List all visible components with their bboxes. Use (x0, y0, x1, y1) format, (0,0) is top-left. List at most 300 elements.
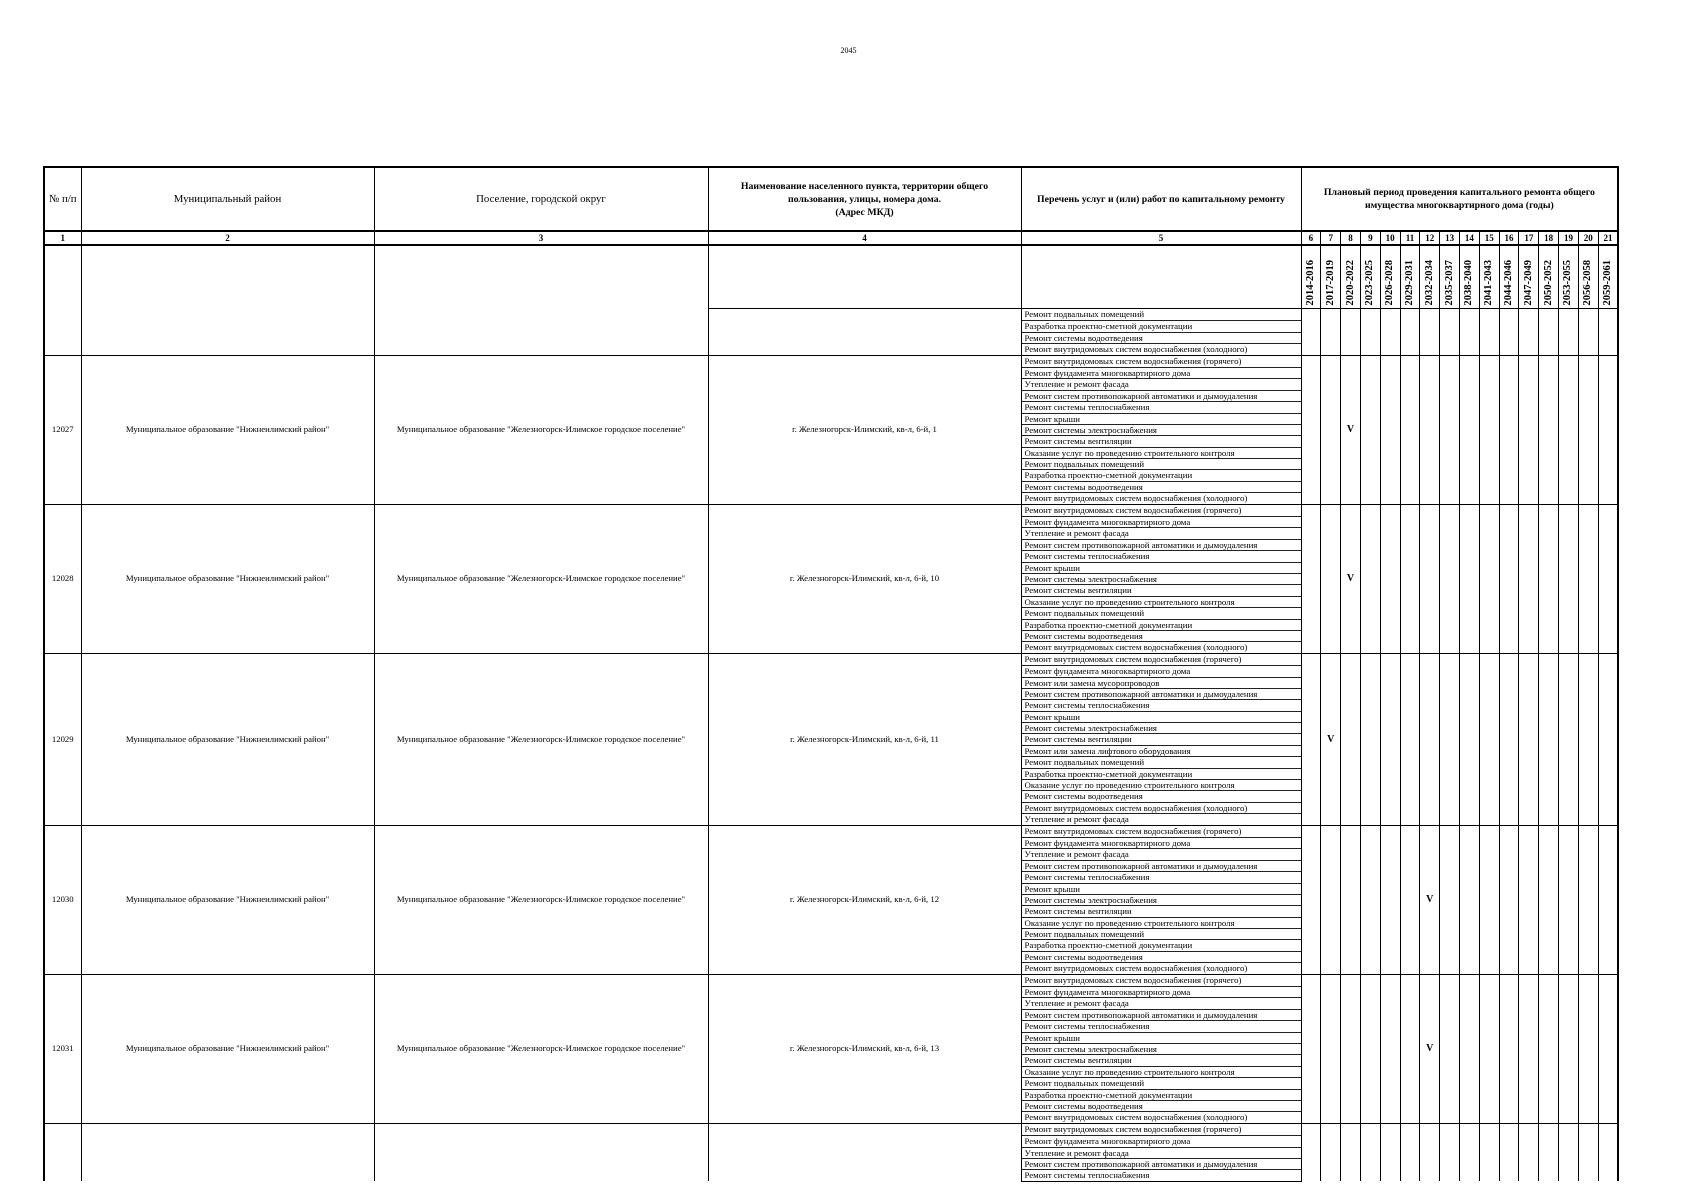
planned-period-mark: V (1420, 825, 1440, 974)
planned-period-cell (1519, 504, 1539, 653)
planned-period-cell (1360, 1123, 1380, 1181)
planned-period-cell (1479, 355, 1499, 504)
header-planned-period-line: Плановый период проведения капитального ремонта общего (1323, 187, 1595, 198)
period-label: 2035-2037 (1443, 259, 1455, 305)
column-number-cell: 5 (1021, 231, 1301, 245)
planned-period-cell (1479, 309, 1499, 356)
table-body (44, 167, 1618, 1181)
planned-period-cell (1479, 653, 1499, 825)
header-row-number: № п/п (44, 167, 81, 231)
record-services-cell (1021, 974, 1301, 1123)
service-item: Ремонт подвальных помещений (1022, 756, 1301, 767)
record-municipal-district: Муниципальное образование "Нижнеилимский район" (81, 355, 374, 504)
service-item: Ремонт системы водоотведения (1022, 332, 1301, 343)
column-number-cell: 7 (1321, 231, 1341, 245)
service-item: Ремонт системы теплоснабжения (1022, 401, 1301, 412)
service-item: Ремонт фундамента многоквартирного дома (1022, 516, 1301, 527)
mkd-record-row (44, 355, 1618, 504)
planned-period-cell (1400, 1123, 1420, 1181)
service-item: Ремонт крыши (1022, 413, 1301, 424)
planned-period-cell (1380, 825, 1400, 974)
planned-period-cell (1341, 653, 1361, 825)
column-number-cell: 19 (1559, 231, 1579, 245)
period-label: 2050-2052 (1542, 259, 1554, 305)
period-header-cell (1499, 245, 1519, 309)
service-item: Ремонт внутридомовых систем водоснабжения (холодного) (1022, 802, 1301, 813)
planned-period-cell (1460, 1123, 1480, 1181)
service-item: Разработка проектно-сметной документации (1022, 320, 1301, 331)
column-number-cell: 8 (1341, 231, 1361, 245)
planned-period-cell (1301, 653, 1321, 825)
planned-period-cell (1519, 1123, 1539, 1181)
planned-period-cell (1440, 1123, 1460, 1181)
planned-period-cell (1559, 309, 1579, 356)
capital-repair-schedule-sheet (43, 166, 1619, 1182)
planned-period-cell (1519, 974, 1539, 1123)
period-label: 2023-2025 (1364, 259, 1376, 305)
planned-period-mark: V (1420, 974, 1440, 1123)
planned-period-cell (1499, 974, 1519, 1123)
service-item: Ремонт подвальных помещений (1022, 458, 1301, 469)
record-settlement: Муниципальное образование "Железногорск-Илимское городское поселение" (374, 653, 708, 825)
planned-period-cell (1499, 355, 1519, 504)
planned-period-cell (1420, 653, 1440, 825)
period-label: 2059-2061 (1601, 259, 1613, 305)
planned-period-cell (1479, 974, 1499, 1123)
continuation-address-cell (708, 309, 1021, 356)
service-item: Ремонт или замена лифтового оборудования (1022, 745, 1301, 756)
column-number-cell: 16 (1499, 231, 1519, 245)
planned-period-cell (1440, 825, 1460, 974)
continuation-district-cell (81, 245, 374, 355)
service-item: Разработка проектно-сметной документации (1022, 1089, 1301, 1100)
column-number-cell: 10 (1380, 231, 1400, 245)
planned-period-cell (1598, 974, 1618, 1123)
service-item: Ремонт внутридомовых систем водоснабжения (холодного) (1022, 962, 1301, 973)
planned-period-cell (1598, 309, 1618, 356)
column-number-cell: 15 (1479, 231, 1499, 245)
service-item: Утепление и ремонт фасада (1022, 997, 1301, 1008)
column-number-cell: 9 (1360, 231, 1380, 245)
planned-period-cell (1380, 355, 1400, 504)
planned-period-cell (1321, 1123, 1341, 1181)
planned-period-cell (1519, 825, 1539, 974)
planned-period-cell (1539, 355, 1559, 504)
service-item: Ремонт системы вентиляции (1022, 733, 1301, 744)
record-address: г. Железногорск-Илимский, кв-л, 6-й, 11 (708, 653, 1021, 825)
planned-period-cell (1598, 504, 1618, 653)
planned-period-cell (1519, 355, 1539, 504)
next-page-record-services-cell (1021, 1123, 1301, 1181)
period-header-cell (1598, 245, 1618, 309)
planned-period-cell (1460, 355, 1480, 504)
record-settlement: Муниципальное образование "Железногорск-Илимское городское поселение" (374, 974, 708, 1123)
service-item: Ремонт системы водоотведения (1022, 951, 1301, 962)
planned-period-cell (1578, 653, 1598, 825)
period-header-row (44, 245, 1618, 309)
page-number: 2045 (840, 46, 857, 55)
planned-period-cell (1360, 825, 1380, 974)
column-number-cell: 4 (708, 231, 1021, 245)
next-page-record-settlement-cell (374, 1123, 708, 1181)
planned-period-cell (1578, 825, 1598, 974)
service-item: Ремонт системы вентиляции (1022, 905, 1301, 916)
period-header-services-blank (1021, 245, 1301, 309)
service-item: Утепление и ремонт фасада (1022, 1147, 1301, 1158)
period-header-cell (1440, 245, 1460, 309)
service-item: Ремонт фундамента многоквартирного дома (1022, 1135, 1301, 1146)
period-header-address-blank (708, 245, 1021, 309)
column-number-cell: 6 (1301, 231, 1321, 245)
period-label: 2017-2019 (1324, 259, 1336, 305)
period-label: 2056-2058 (1582, 259, 1594, 305)
planned-period-cell (1380, 653, 1400, 825)
service-item: Ремонт систем противопожарной автоматики и дымоудаления (1022, 390, 1301, 401)
record-services-cell (1021, 355, 1301, 504)
header-address-line: Наименование населенного пункта, территории общего (740, 180, 989, 192)
planned-period-cell (1479, 504, 1499, 653)
record-municipal-district: Муниципальное образование "Нижнеилимский район" (81, 504, 374, 653)
planned-period-cell (1440, 309, 1460, 356)
header-planned-period-line: имущества многоквартирного дома (годы) (1364, 200, 1554, 211)
service-item: Ремонт подвальных помещений (1022, 607, 1301, 618)
capital-repair-schedule-table (43, 166, 1619, 1182)
planned-period-cell (1400, 504, 1420, 653)
column-number-cell: 14 (1460, 231, 1480, 245)
planned-period-cell (1321, 309, 1341, 356)
planned-period-cell (1598, 355, 1618, 504)
service-item: Ремонт крыши (1022, 562, 1301, 573)
service-item: Ремонт внутридомовых систем водоснабжения (горячего) (1024, 504, 1242, 515)
record-number: 12029 (44, 653, 81, 825)
service-item: Ремонт систем противопожарной автоматики и дымоудаления (1022, 688, 1301, 699)
planned-period-cell (1460, 504, 1480, 653)
service-item: Ремонт системы вентиляции (1022, 1054, 1301, 1065)
record-number: 12031 (44, 974, 81, 1123)
service-item: Ремонт крыши (1022, 883, 1301, 894)
service-item: Ремонт системы теплоснабжения (1022, 1169, 1301, 1180)
planned-period-cell (1460, 974, 1480, 1123)
period-header-cell (1420, 245, 1440, 309)
service-item: Ремонт системы водоотведения (1022, 481, 1301, 492)
record-services-cell (1021, 825, 1301, 974)
period-header-cell (1539, 245, 1559, 309)
service-item: Разработка проектно-сметной документации (1022, 469, 1301, 480)
planned-period-cell (1301, 825, 1321, 974)
record-settlement: Муниципальное образование "Железногорск-Илимское городское поселение" (374, 825, 708, 974)
period-header-cell (1460, 245, 1480, 309)
mkd-record-row (44, 504, 1618, 653)
service-item: Ремонт системы теплоснабжения (1022, 871, 1301, 882)
service-item: Ремонт системы вентиляции (1022, 584, 1301, 595)
service-item: Утепление и ремонт фасада (1022, 527, 1301, 538)
planned-period-cell (1559, 825, 1579, 974)
planned-period-cell (1460, 825, 1480, 974)
record-address: г. Железногорск-Илимский, кв-л, 6-й, 1 (708, 355, 1021, 504)
column-number-cell: 12 (1420, 231, 1440, 245)
planned-period-cell (1539, 825, 1559, 974)
planned-period-cell (1380, 309, 1400, 356)
period-label: 2029-2031 (1403, 259, 1415, 305)
record-municipal-district: Муниципальное образование "Нижнеилимский район" (81, 825, 374, 974)
service-item: Ремонт системы электроснабжения (1022, 894, 1301, 905)
planned-period-cell (1460, 653, 1480, 825)
planned-period-cell (1301, 309, 1321, 356)
record-municipal-district: Муниципальное образование "Нижнеилимский район" (81, 974, 374, 1123)
period-label: 2053-2055 (1562, 259, 1574, 305)
service-item: Ремонт систем противопожарной автоматики и дымоудаления (1022, 860, 1301, 871)
service-item: Ремонт фундамента многоквартирного дома (1022, 367, 1301, 378)
record-number: 12028 (44, 504, 81, 653)
next-page-record-row (44, 1123, 1618, 1181)
planned-period-cell (1400, 825, 1420, 974)
planned-period-cell (1420, 1123, 1440, 1181)
service-item: Ремонт крыши (1022, 1032, 1301, 1043)
planned-period-cell (1420, 504, 1440, 653)
planned-period-cell (1400, 653, 1420, 825)
planned-period-cell (1598, 653, 1618, 825)
planned-period-cell (1499, 1123, 1519, 1181)
service-item: Ремонт подвальных помещений (1022, 928, 1301, 939)
column-number-cell: 20 (1578, 231, 1598, 245)
period-header-cell (1301, 245, 1321, 309)
service-item: Ремонт фундамента многоквартирного дома (1022, 986, 1301, 997)
period-label: 2014-2016 (1304, 259, 1316, 305)
period-label: 2020-2022 (1344, 259, 1356, 305)
service-item: Ремонт системы электроснабжения (1022, 424, 1301, 435)
planned-period-cell (1578, 309, 1598, 356)
service-item: Оказание услуг по проведению строительного контроля (1022, 779, 1301, 790)
planned-period-cell (1301, 1123, 1321, 1181)
header-municipal-district: Муниципальный район (81, 167, 374, 231)
service-item: Ремонт внутридомовых систем водоснабжения (горячего) (1024, 825, 1242, 836)
service-item: Ремонт фундамента многоквартирного дома (1022, 837, 1301, 848)
period-header-cell (1519, 245, 1539, 309)
service-item: Ремонт системы теплоснабжения (1022, 550, 1301, 561)
record-address: г. Железногорск-Илимский, кв-л, 6-й, 13 (708, 974, 1021, 1123)
service-item: Ремонт подвальных помещений (1022, 1077, 1301, 1088)
column-number-cell: 18 (1539, 231, 1559, 245)
service-item: Утепление и ремонт фасада (1022, 848, 1301, 859)
period-header-cell (1559, 245, 1579, 309)
service-item: Оказание услуг по проведению строительного контроля (1022, 1066, 1301, 1077)
planned-period-cell (1380, 1123, 1400, 1181)
planned-period-cell (1539, 974, 1559, 1123)
planned-period-cell (1559, 355, 1579, 504)
record-services-cell (1021, 653, 1301, 825)
header-address-line: пользования, улицы, номера дома. (787, 193, 942, 205)
service-item: Ремонт внутридомовых систем водоснабжения (холодного) (1022, 1111, 1301, 1122)
planned-period-mark: V (1341, 355, 1361, 504)
header-row (44, 167, 1618, 231)
planned-period-cell (1380, 504, 1400, 653)
continuation-settlement-cell (374, 245, 708, 355)
service-item: Ремонт системы водоотведения (1022, 1100, 1301, 1111)
planned-period-cell (1321, 504, 1341, 653)
service-item: Ремонт систем противопожарной автоматики и дымоудаления (1022, 1158, 1301, 1169)
period-header-cell (1400, 245, 1420, 309)
service-item: Утепление и ремонт фасада (1022, 378, 1301, 389)
column-number-cell: 17 (1519, 231, 1539, 245)
service-item: Ремонт системы электроснабжения (1022, 573, 1301, 584)
service-item: Оказание услуг по проведению строительного контроля (1022, 596, 1301, 607)
service-item: Ремонт систем противопожарной автоматики и дымоудаления (1022, 1009, 1301, 1020)
record-settlement: Муниципальное образование "Железногорск-Илимское городское поселение" (374, 355, 708, 504)
planned-period-cell (1578, 974, 1598, 1123)
record-municipal-district: Муниципальное образование "Нижнеилимский район" (81, 653, 374, 825)
planned-period-cell (1559, 653, 1579, 825)
period-label: 2044-2046 (1503, 259, 1515, 305)
header-address-line: (Адрес МКД) (835, 206, 894, 218)
service-item: Ремонт внутридомовых систем водоснабжения (горячего) (1024, 653, 1242, 664)
service-item: Ремонт системы электроснабжения (1022, 722, 1301, 733)
service-item: Оказание услуг по проведению строительного контроля (1022, 447, 1301, 458)
record-number: 12030 (44, 825, 81, 974)
record-settlement: Муниципальное образование "Железногорск-Илимское городское поселение" (374, 504, 708, 653)
record-services-cell (1021, 504, 1301, 653)
service-item: Ремонт внутридомовых систем водоснабжения (горячего) (1024, 974, 1242, 985)
service-item: Ремонт фундамента многоквартирного дома (1022, 665, 1301, 676)
planned-period-cell (1301, 974, 1321, 1123)
planned-period-cell (1479, 825, 1499, 974)
service-item: Ремонт или замена мусоропроводов (1022, 677, 1301, 688)
planned-period-cell (1360, 309, 1380, 356)
service-item: Ремонт системы теплоснабжения (1022, 699, 1301, 710)
planned-period-cell (1321, 355, 1341, 504)
planned-period-cell (1321, 825, 1341, 974)
service-item: Ремонт внутридомовых систем водоснабжения (холодного) (1022, 641, 1301, 652)
next-page-record-district-cell (81, 1123, 374, 1181)
planned-period-cell (1578, 1123, 1598, 1181)
header-settlement: Поселение, городской округ (374, 167, 708, 231)
planned-period-cell (1519, 653, 1539, 825)
planned-period-cell (1341, 974, 1361, 1123)
period-label: 2038-2040 (1463, 259, 1475, 305)
service-item: Ремонт систем противопожарной автоматики и дымоудаления (1022, 539, 1301, 550)
planned-period-cell (1539, 504, 1559, 653)
planned-period-cell (1559, 974, 1579, 1123)
period-label: 2047-2049 (1522, 259, 1534, 305)
planned-period-cell (1420, 309, 1440, 356)
planned-period-cell (1440, 355, 1460, 504)
planned-period-cell (1539, 653, 1559, 825)
service-item: Ремонт системы водоотведения (1022, 790, 1301, 801)
mkd-record-row (44, 825, 1618, 974)
column-number-cell: 2 (81, 231, 374, 245)
service-item: Ремонт внутридомовых систем водоснабжения (горячего) (1024, 355, 1242, 366)
period-label: 2041-2043 (1483, 259, 1495, 305)
planned-period-cell (1341, 825, 1361, 974)
planned-period-cell (1360, 653, 1380, 825)
service-item: Разработка проектно-сметной документации (1022, 768, 1301, 779)
column-number-row (44, 231, 1618, 245)
mkd-record-row (44, 653, 1618, 825)
column-number-cell: 11 (1400, 231, 1420, 245)
service-item: Ремонт внутридомовых систем водоснабжения (холодного) (1022, 492, 1301, 503)
planned-period-cell (1460, 309, 1480, 356)
planned-period-cell (1420, 355, 1440, 504)
service-item: Ремонт системы водоотведения (1022, 630, 1301, 641)
record-number: 12027 (44, 355, 81, 504)
planned-period-mark: V (1341, 504, 1361, 653)
planned-period-cell (1301, 504, 1321, 653)
planned-period-cell (1578, 355, 1598, 504)
planned-period-mark: V (1321, 653, 1341, 825)
planned-period-cell (1301, 355, 1321, 504)
planned-period-cell (1360, 974, 1380, 1123)
planned-period-cell (1598, 1123, 1618, 1181)
header-planned-period (1301, 167, 1618, 231)
planned-period-cell (1499, 825, 1519, 974)
planned-period-cell (1360, 504, 1380, 653)
period-header-cell (1321, 245, 1341, 309)
period-header-cell (1360, 245, 1380, 309)
planned-period-cell (1440, 504, 1460, 653)
planned-period-cell (1539, 309, 1559, 356)
period-label: 2026-2028 (1384, 259, 1396, 305)
mkd-record-row (44, 974, 1618, 1123)
planned-period-cell (1440, 653, 1460, 825)
planned-period-cell (1321, 974, 1341, 1123)
period-header-cell (1479, 245, 1499, 309)
record-address: г. Железногорск-Илимский, кв-л, 6-й, 12 (708, 825, 1021, 974)
period-header-cell (1341, 245, 1361, 309)
planned-period-cell (1380, 974, 1400, 1123)
period-header-cell (1380, 245, 1400, 309)
service-item: Разработка проектно-сметной документации (1022, 939, 1301, 950)
record-address: г. Железногорск-Илимский, кв-л, 6-й, 10 (708, 504, 1021, 653)
service-item: Ремонт внутридомовых систем водоснабжения (горячего) (1024, 1123, 1242, 1134)
service-item: Оказание услуг по проведению строительного контроля (1022, 917, 1301, 928)
planned-period-cell (1578, 504, 1598, 653)
column-number-cell: 1 (44, 231, 81, 245)
planned-period-cell (1519, 309, 1539, 356)
next-page-record-address-cell (708, 1123, 1021, 1181)
planned-period-cell (1341, 1123, 1361, 1181)
header-services: Перечень услуг и (или) работ по капитальному ремонту (1021, 167, 1301, 231)
continuation-services-cell (1021, 309, 1301, 356)
planned-period-cell (1499, 309, 1519, 356)
service-item: Ремонт подвальных помещений (1024, 309, 1145, 319)
service-item: Ремонт системы вентиляции (1022, 435, 1301, 446)
planned-period-cell (1440, 974, 1460, 1123)
service-item: Разработка проектно-сметной документации (1022, 619, 1301, 630)
service-item: Ремонт крыши (1022, 711, 1301, 722)
continuation-row-number-cell (44, 245, 81, 355)
header-address (708, 167, 1021, 231)
service-item: Утепление и ремонт фасада (1022, 813, 1301, 824)
planned-period-cell (1400, 974, 1420, 1123)
service-item: Ремонт системы электроснабжения (1022, 1043, 1301, 1054)
planned-period-cell (1559, 1123, 1579, 1181)
planned-period-cell (1479, 1123, 1499, 1181)
service-item: Ремонт внутридомовых систем водоснабжения (холодного) (1022, 343, 1301, 354)
period-header-cell (1578, 245, 1598, 309)
planned-period-cell (1360, 355, 1380, 504)
column-number-cell: 3 (374, 231, 708, 245)
planned-period-cell (1400, 309, 1420, 356)
planned-period-cell (1400, 355, 1420, 504)
planned-period-cell (1499, 653, 1519, 825)
next-page-record-number-cell (44, 1123, 81, 1181)
planned-period-cell (1499, 504, 1519, 653)
period-label: 2032-2034 (1423, 259, 1435, 305)
column-number-cell: 13 (1440, 231, 1460, 245)
planned-period-cell (1559, 504, 1579, 653)
planned-period-cell (1539, 1123, 1559, 1181)
service-item: Ремонт системы теплоснабжения (1022, 1020, 1301, 1031)
planned-period-cell (1598, 825, 1618, 974)
